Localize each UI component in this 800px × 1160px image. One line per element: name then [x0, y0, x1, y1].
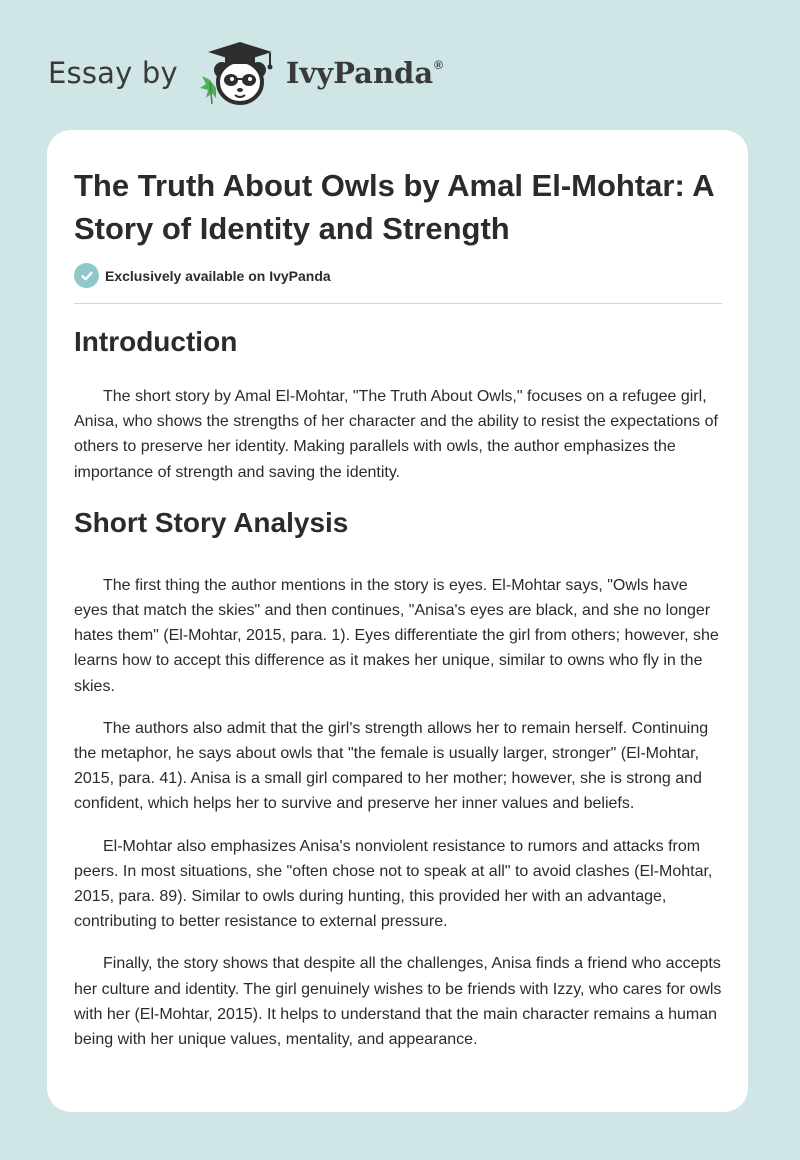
- paragraph: The short story by Amal El-Mohtar, "The Truth About Owls," focuses on a refugee girl, Anisa, who shows the strengths of her character and the ability to resist the expectations of others to preserve her identity. Making parallels with owls, the author emphasizes the importance of strength and saving the identity.: [74, 388, 718, 481]
- section-heading-analysis: Short Story Analysis: [74, 506, 349, 538]
- essay-body: [74, 322, 724, 1052]
- essay-title: The Truth About Owls by Amal El-Mohtar: A Story of Identity and Strength: [74, 168, 714, 246]
- paragraph: The authors also admit that the girl's strength allows her to remain herself. Continuing the metaphor, he says about owls that "the female is usually larger, stronger" (El-Mohtar, 2015, para. 41). Anisa is a small girl compared to her mother; however, she is strong and confident, which helps her to survive and preserve her inner values and beliefs.: [74, 719, 709, 813]
- panda-logo-icon[interactable]: [192, 30, 284, 110]
- check-icon: [74, 263, 99, 288]
- brand-name[interactable]: IvyPanda®: [285, 55, 443, 90]
- essay-by-label: Essay by: [48, 55, 178, 90]
- divider: [74, 303, 722, 304]
- ivy-leaf-icon: [200, 76, 216, 104]
- badge-text: Exclusively available on IvyPanda: [105, 267, 331, 284]
- registered-mark: ®: [434, 57, 443, 72]
- essay-card: [47, 130, 748, 1112]
- site-header: [48, 30, 443, 116]
- paragraph: The first thing the author mentions in the story is eyes. El-Mohtar says, "Owls have eyes that match the skies" and then continues, "Anisa's eyes are black, and she no longer hates them" (El-Mohtar, 2015, para. 1). Eyes differentiate the girl from others; however, she learns how to accept this difference as it makes her unique, similar to owns who fly in the skies.: [74, 576, 719, 695]
- paragraph: Finally, the story shows that despite all the challenges, Anisa finds a friend who accepts her culture and identity. The girl genuinely wishes to be friends with Izzy, who cares for owls with her (El-Mohtar, 2015). It helps to understand that the main character remains a human being with her unique values, mentality, and appearance.: [74, 955, 722, 1049]
- section-heading-introduction: Introduction: [74, 326, 238, 357]
- exclusive-badge: [74, 263, 331, 288]
- paragraph: El-Mohtar also emphasizes Anisa's nonviolent resistance to rumors and attacks from peers. In most situations, she "often chose not to speak at all" to avoid clashes (El-Mohtar, 2015, para. 89). Similar to owls during hunting, this provided her with an advantage, contributing to better resistance to external pressure.: [74, 837, 713, 931]
